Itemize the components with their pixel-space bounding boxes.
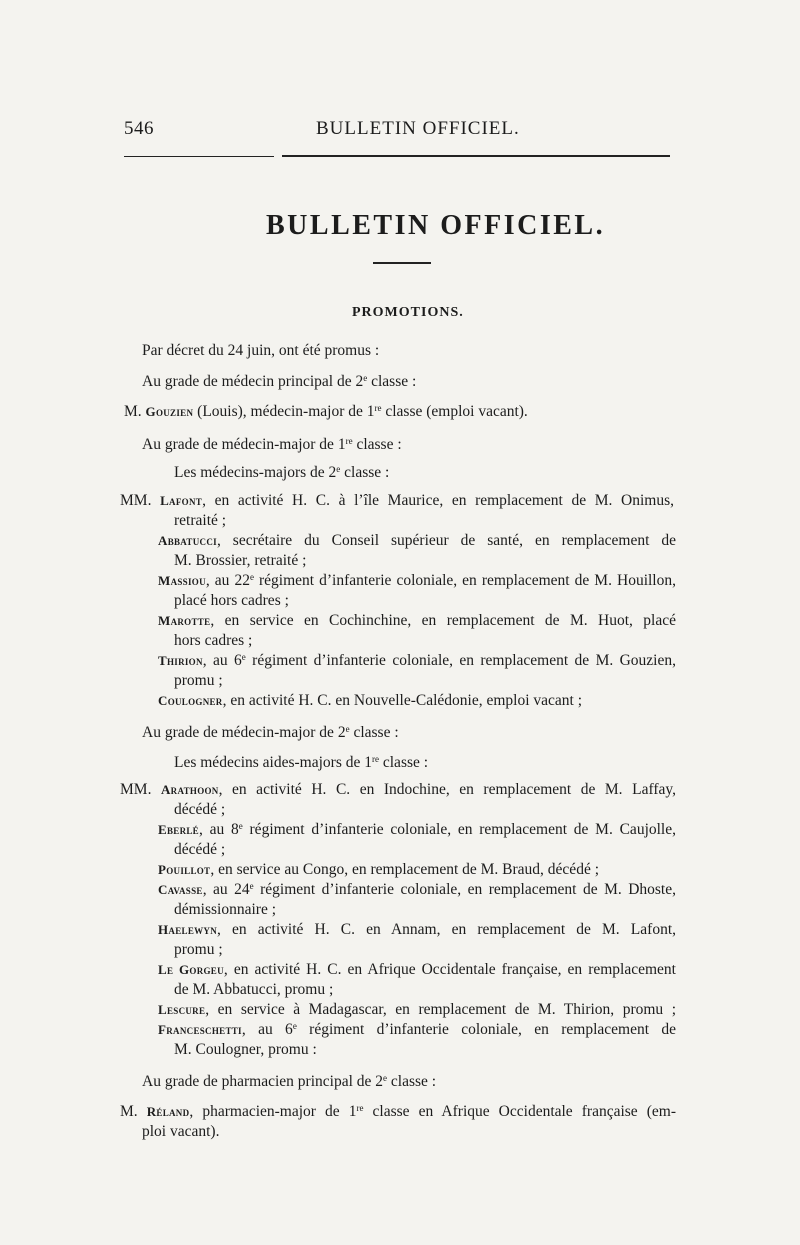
subgroup-heading: Les médecins-majors de 2e classe : <box>174 464 390 481</box>
header-rule-left <box>124 156 274 157</box>
promotion-entry: Pouillot, en service au Congo, en remplacement de M. Braud, décédé ; <box>158 861 600 878</box>
entry-continuation: décédé ; <box>174 841 226 858</box>
entry-continuation: démissionnaire ; <box>174 901 277 918</box>
grade-heading: Au grade de pharmacien principal de 2e classe : <box>142 1073 437 1090</box>
promotion-entry: Le Gorgeu, en activité H. C. en Afrique Occidentale française, en remplacement <box>158 961 676 978</box>
promotion-entry: Massiou, au 22e régiment d’infanterie coloniale, en remplacement de M. Houillon, <box>158 572 676 589</box>
entry-continuation: décédé ; <box>174 801 226 818</box>
promotion-entry: Eberlé, au 8e régiment d’infanterie coloniale, en remplacement de M. Caujolle, <box>158 821 676 838</box>
entry-continuation: hors cadres ; <box>174 632 253 649</box>
grade-heading: Au grade de médecin-major de 2e classe : <box>142 724 399 741</box>
entry-continuation: M. Coulogner, promu : <box>174 1041 317 1058</box>
promotion-entry: Lescure, en service à Madagascar, en remplacement de M. Thirion, promu ; <box>158 1001 676 1018</box>
promotion-entry: Marotte, en service en Cochinchine, en remplacement de M. Huot, placé <box>158 612 676 629</box>
promotion-entry: MM. Lafont, en activité H. C. à l’île Maurice, en remplacement de M. Onimus, <box>120 492 674 509</box>
promotion-entry: Haelewyn, en activité H. C. en Annam, en remplacement de M. Lafont, <box>158 921 676 938</box>
header-rule-right <box>282 155 670 157</box>
entry-continuation: placé hors cadres ; <box>174 592 289 609</box>
subgroup-heading: Les médecins aides-majors de 1re classe : <box>174 754 429 771</box>
promotion-entry: MM. Arathoon, en activité H. C. en Indochine, en remplacement de M. Laffay, <box>120 781 676 798</box>
promotion-entry: Thirion, au 6e régiment d’infanterie coloniale, en remplacement de M. Gouzien, <box>158 652 676 669</box>
entry-continuation: de M. Abbatucci, promu ; <box>174 981 334 998</box>
entry-continuation: ploi vacant). <box>142 1123 220 1140</box>
section-heading: PROMOTIONS. <box>352 305 464 320</box>
promotion-entry: M. Gouzien (Louis), médecin-major de 1re classe (emploi vacant). <box>124 403 528 420</box>
promotion-entry: Franceschetti, au 6e régiment d’infanterie coloniale, en remplacement de <box>158 1021 676 1038</box>
entry-continuation: retraité ; <box>174 512 227 529</box>
promotion-entry: M. Réland, pharmacien-major de 1re classe en Afrique Occidentale française (em- <box>120 1103 676 1120</box>
promotion-entry: Cavasse, au 24e régiment d’infanterie coloniale, en remplacement de M. Dhoste, <box>158 881 676 898</box>
entry-continuation: promu ; <box>174 672 223 689</box>
promotion-entry: Abbatucci, secrétaire du Conseil supérieur de santé, en remplacement de <box>158 532 676 549</box>
page-number: 546 <box>124 118 154 139</box>
title-rule <box>373 262 431 264</box>
entry-continuation: M. Brossier, retraité ; <box>174 552 307 569</box>
grade-heading: Au grade de médecin-major de 1re classe : <box>142 436 402 453</box>
running-header: BULLETIN OFFICIEL. <box>316 118 520 139</box>
grade-heading: Au grade de médecin principal de 2e classe : <box>142 373 417 390</box>
promotion-entry: Coulogner, en activité H. C. en Nouvelle-Calédonie, emploi vacant ; <box>158 692 583 709</box>
entry-continuation: promu ; <box>174 941 223 958</box>
page-title: BULLETIN OFFICIEL. <box>266 210 606 241</box>
intro-line: Par décret du 24 juin, ont été promus : <box>142 342 380 359</box>
